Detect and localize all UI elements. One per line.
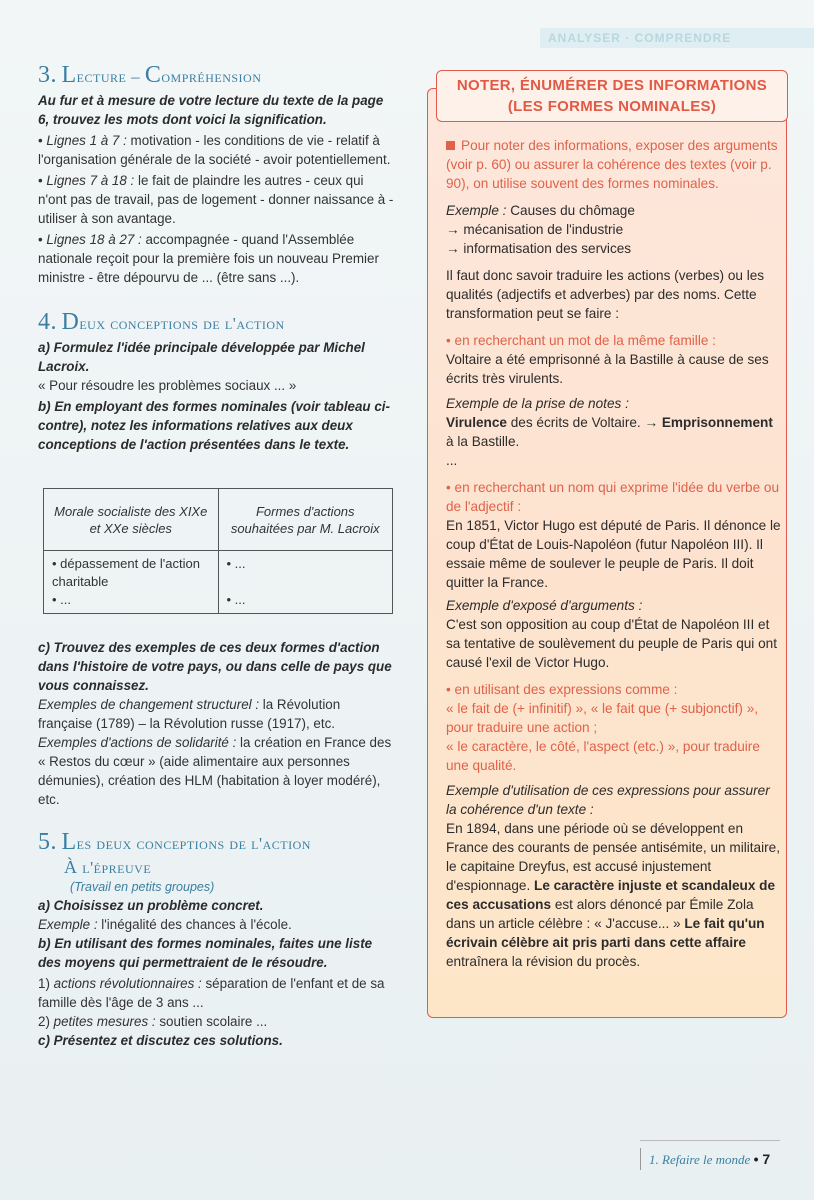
section-4-question-c: c) Trouvez des exemples de ces deux formes d'action dans l'histoire de votre pays, ou dans celle de pays que vous connaissez. [38, 640, 392, 693]
box-example-item-1: → mécanisation de l'industrie [446, 222, 624, 237]
section-3-item-3: • Lignes 18 à 27 : accompagnée - quand l'Assemblée nationale reçoit pour la première fois un nouveau Premier ministre - être dépourvu de ... (être sans ...). [38, 232, 379, 285]
box-intro: Pour noter des informations, exposer des arguments (voir p. 60) ou assurer la cohérence des textes (voir p. 90), on utilise souvent des formes nominales. [446, 138, 778, 191]
section-4-question-b: b) En employant des formes nominales (voir tableau ci-contre), notez les informations relatives aux deux conceptions de l'action présentées dans le texte. [38, 399, 390, 452]
box-method-3-a: « le fait de (+ infinitif) », « le fait que (+ subjonctif) », pour traduire une action ; [446, 701, 759, 735]
table-cell-morale: • dépassement de l'action charitable • ... [44, 551, 219, 614]
footer-rule [640, 1140, 780, 1141]
method-box-content [446, 136, 781, 971]
box-paragraph-1: Il faut donc savoir traduire les actions (verbes) ou les qualités (adjectifs et adverbes) par des noms. Cette transformation peut se faire : [446, 268, 765, 321]
concept-table [43, 488, 393, 614]
box-method-1-dots: ... [446, 453, 458, 468]
box-method-1-example: Virulence des écrits de Voltaire. → Emprisonnement à la Bastille. [446, 415, 773, 449]
section-3-instruction: Au fur et à mesure de votre lecture du texte de la page 6, trouvez les mots dont voici la signification. [38, 93, 384, 127]
box-example-line: Exemple : Causes du chômage [446, 203, 635, 218]
method-box-title: NOTER, ÉNUMÉRER DES INFORMATIONS (LES FORMES NOMINALES) [436, 70, 788, 122]
section-4-example-1: Exemples de changement structurel : la Révolution française (1789) – la Révolution russe (1917), etc. [38, 697, 341, 731]
box-method-2-text: En 1851, Victor Hugo est député de Paris. Il dénonce le coup d'État de Louis-Napoléon (futur Napoléon III). Il essaie même de soulever le peuple de Paris. Il doit quitter la France. [446, 518, 781, 590]
box-method-1-example-label: Exemple de la prise de notes : [446, 396, 629, 411]
section-4-question-a: a) Formulez l'idée principale développée par Michel Lacroix. [38, 340, 365, 374]
section-5-question-b: b) En utilisant des formes nominales, faites une liste des moyens qui permettraient de le résoudre. [38, 936, 373, 970]
section-5-question-a: a) Choisissez un problème concret. [38, 898, 264, 913]
box-method-2-example-label: Exemple d'exposé d'arguments : [446, 598, 643, 613]
section-3-item-1: • Lignes 1 à 7 : motivation - les conditions de vie - relatif à l'organisation générale de la société - avoir potentiellement. [38, 133, 391, 167]
table-header-formes: Formes d'actions souhaitées par M. Lacroix [218, 489, 393, 551]
section-5-item-1: 1) actions révolutionnaires : séparation de l'enfant et de sa famille dès l'âge de 3 ans ... [38, 976, 385, 1010]
box-method-3-b: « le caractère, le côté, l'aspect (etc.) », pour traduire une qualité. [446, 739, 760, 773]
square-bullet-icon [446, 141, 455, 150]
box-method-3-example-label: Exemple d'utilisation de ces expressions pour assurer la cohérence d'un texte : [446, 783, 770, 817]
section-5-title: 5. Les deux conceptions de l'action À l'épreuve [38, 829, 311, 877]
box-method-3-example: En 1894, dans une période où se développent en France des courants de pensée antisémite, un militaire, le capitaine Dreyfus, est accusé injustement d'espionnage. Le caractère injuste et scandaleux de ces accusations est alors dénoncé par Émile Zola dans un article célèbre : « J'accuse... » Le fait qu'un écrivain célèbre ait pris parti dans cette affaire entraînera la révision du procès. [446, 821, 780, 969]
section-5-question-c: c) Présentez et discutez ces solutions. [38, 1033, 283, 1048]
section-3-title: 3. Lecture – Compréhension [38, 62, 262, 88]
section-5-example: Exemple : l'inégalité des chances à l'école. [38, 917, 292, 932]
section-5-item-2: 2) petites mesures : soutien scolaire ... [38, 1014, 268, 1029]
section-3-item-2: • Lignes 7 à 18 : le fait de plaindre les autres - ceux qui n'ont pas de travail, pas de logement - donner naissance à - utiliser à son avantage. [38, 173, 394, 226]
section-4-example-2: Exemples d'actions de solidarité : la création en France des « Restos du cœur » (aide alimentaire aux personnes démunies), création des HLM (habitation à loyer modéré), etc. [38, 735, 392, 807]
section-4-answer-a: « Pour résoudre les problèmes sociaux ... » [38, 378, 297, 393]
box-method-2-example: C'est son opposition au coup d'État de Napoléon III et sa tentative de soulèvement du peuple de Paris qui ont causé l'exil de Victor Hugo. [446, 617, 778, 670]
left-column [38, 58, 394, 1050]
section-5-note: (Travail en petits groupes) [70, 880, 215, 894]
box-method-1-text: Voltaire a été emprisonné à la Bastille à cause de ses écrits très virulents. [446, 352, 769, 386]
box-example-item-2: → informatisation des services [446, 241, 632, 256]
section-4-title: 4. Deux conceptions de l'action [38, 309, 285, 335]
box-method-1: • en recherchant un mot de la même famille : [446, 333, 716, 348]
header-strip: ANALYSER · COMPRENDRE [540, 28, 814, 48]
page-footer: 1. Refaire le monde • 7 [640, 1148, 776, 1170]
page-number: • 7 [753, 1151, 771, 1167]
box-method-2: • en recherchant un nom qui exprime l'idée du verbe ou de l'adjectif : [446, 480, 780, 514]
box-method-3: • en utilisant des expressions comme : [446, 682, 678, 697]
table-cell-formes: • ... • ... [218, 551, 393, 614]
table-header-morale: Morale socialiste des XIXe et XXe siècles [44, 489, 219, 551]
